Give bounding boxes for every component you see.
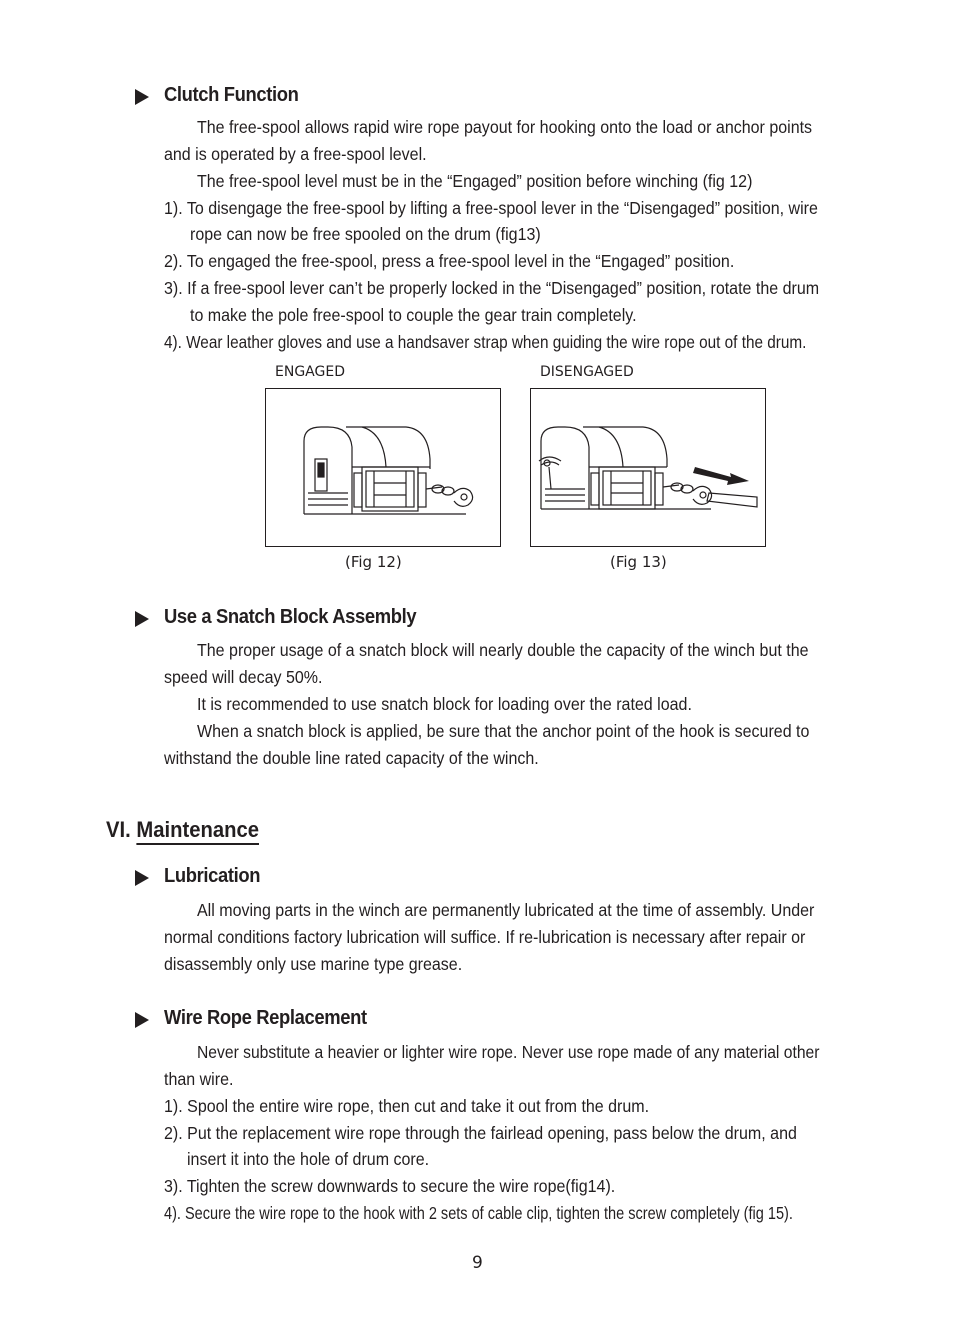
clutch-line-7: 3). If a free-spool lever can’t be properly locked in the “Disengaged” position, rotate the drum — [164, 278, 820, 298]
wire-rope-line-6: 3). Tighten the screw downwards to secure the wire rope(fig14). — [164, 1176, 616, 1196]
clutch-line-1: The free-spool allows rapid wire rope payout for hooking onto the load or anchor points — [197, 117, 813, 137]
pull-direction-arrow-icon — [693, 467, 749, 485]
snatch-line-3: It is recommended to use snatch block for loading over the rated load. — [197, 694, 692, 714]
section-number: VI. — [106, 817, 131, 842]
winch-disengaged-drawing — [531, 389, 765, 546]
wire-rope-line-5: insert it into the hole of drum core. — [187, 1149, 430, 1169]
clutch-line-4: 1). To disengage the free-spool by lifting a free-spool lever in the “Disengaged” position, wire — [164, 198, 818, 218]
clutch-line-5: rope can now be free spooled on the drum (fig13) — [190, 224, 541, 244]
snatch-line-5: withstand the double line rated capacity of the winch. — [164, 748, 539, 768]
section-bullet-icon — [135, 1012, 149, 1028]
wire-rope-line-2: than wire. — [164, 1069, 234, 1089]
section-bullet-icon — [135, 89, 149, 105]
section-bullet-icon — [135, 611, 149, 627]
snatch-line-1: The proper usage of a snatch block will nearly double the capacity of the winch but the — [197, 640, 809, 660]
lubrication-heading: Lubrication — [164, 865, 261, 887]
wire-rope-line-1: Never substitute a heavier or lighter wire rope. Never use rope made of any material other — [197, 1042, 820, 1062]
clutch-line-8: to make the pole free-spool to couple the gear train completely. — [190, 305, 637, 325]
page-number: 9 — [472, 1253, 483, 1273]
fig12-engaged-illustration — [265, 388, 501, 547]
section-bullet-icon — [135, 870, 149, 886]
engaged-label: ENGAGED — [275, 364, 345, 380]
fig13-caption: (Fig 13) — [610, 553, 667, 571]
clutch-line-9: 4). Wear leather gloves and use a handsaver strap when guiding the wire rope out of the drum. — [164, 332, 807, 352]
maintenance-section-heading — [106, 817, 259, 843]
snatch-line-2: speed will decay 50%. — [164, 667, 323, 687]
fig13-disengaged-illustration — [530, 388, 766, 547]
disengaged-label: DISENGAGED — [540, 364, 634, 380]
wire-rope-line-7: 4). Secure the wire rope to the hook with 2 sets of cable clip, tighten the screw completely (fig 15). — [164, 1203, 793, 1223]
clutch-function-heading: Clutch Function — [164, 84, 299, 106]
wire-rope-line-3: 1). Spool the entire wire rope, then cut and take it out from the drum. — [164, 1096, 650, 1116]
clutch-line-6: 2). To engaged the free-spool, press a free-spool level in the “Engaged” position. — [164, 251, 735, 271]
clutch-line-3: The free-spool level must be in the “Engaged” position before winching (fig 12) — [197, 171, 753, 191]
wire-rope-line-4: 2). Put the replacement wire rope through the fairlead opening, pass below the drum, and — [164, 1123, 797, 1143]
clutch-line-2: and is operated by a free-spool level. — [164, 144, 427, 164]
wire-rope-heading: Wire Rope Replacement — [164, 1007, 367, 1029]
winch-engaged-drawing — [266, 389, 500, 546]
snatch-block-heading: Use a Snatch Block Assembly — [164, 606, 417, 628]
fig12-caption: (Fig 12) — [345, 553, 402, 571]
section-title: Maintenance — [136, 817, 259, 842]
lubrication-line-1: All moving parts in the winch are permanently lubricated at the time of assembly. Under — [197, 900, 815, 920]
snatch-line-4: When a snatch block is applied, be sure that the anchor point of the hook is secured to — [197, 721, 810, 741]
lubrication-line-2: normal conditions factory lubrication will suffice. If re-lubrication is necessary after repair or — [164, 927, 806, 947]
lubrication-line-3: disassembly only use marine type grease. — [164, 954, 463, 974]
